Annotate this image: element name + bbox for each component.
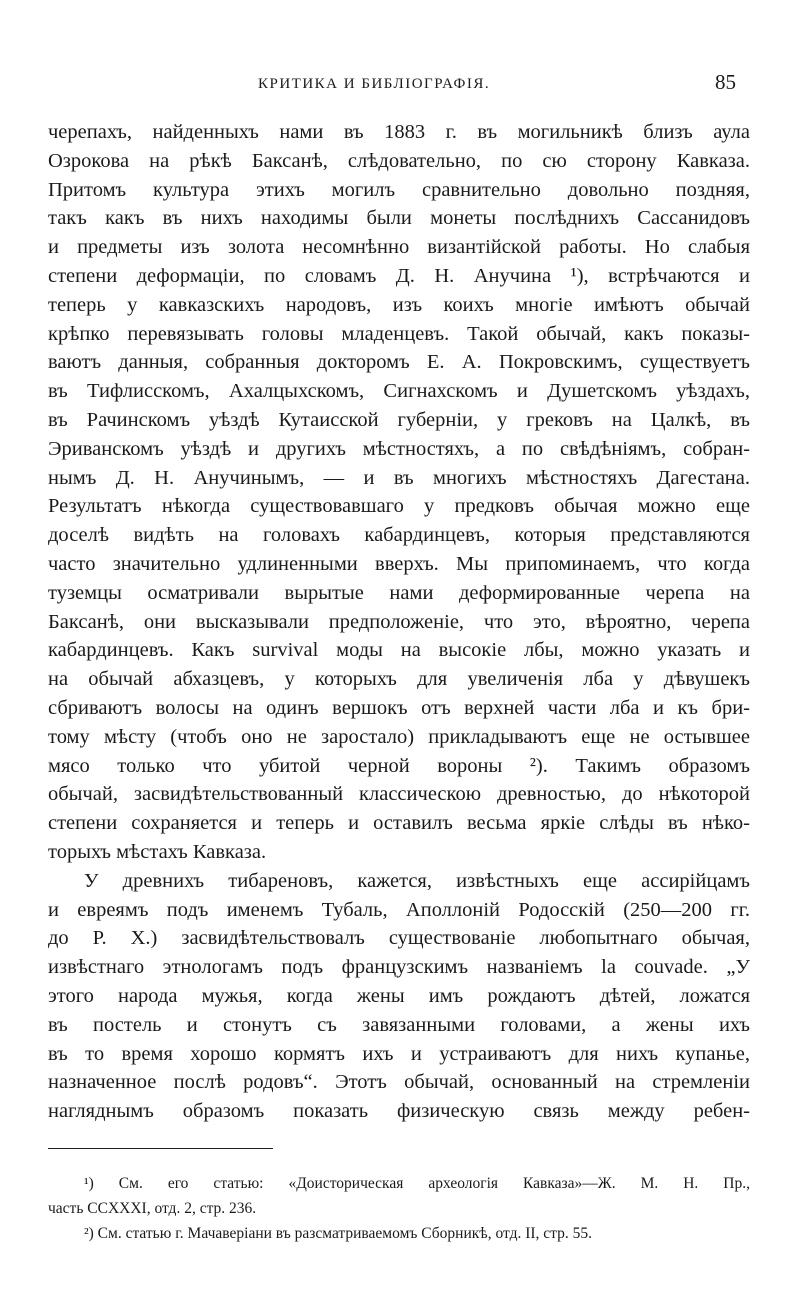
text-line: крѣпко перевязывать головы младенцевъ. Такой обычай, какъ показы- bbox=[48, 322, 750, 345]
main-text bbox=[48, 118, 750, 1126]
text-line: и евреямъ подъ именемъ Тубаль, Аполлоній Родосскій (250—200 гг. bbox=[48, 898, 750, 921]
text-line: туземцы осматривали вырытые нами деформированные черепа на bbox=[48, 581, 750, 604]
text-line: до Р. Х.) засвидѣтельствовалъ существованіе любопытнаго обычая, bbox=[48, 927, 750, 950]
text-line: кабардинцевъ. Какъ survival моды на высокіе лбы, можно указать и bbox=[48, 639, 750, 662]
footnote-line: ²) См. статью г. Мачаверіани въ разсматриваемомъ Сборникѣ, отд. II, стр. 55. bbox=[84, 1224, 593, 1242]
footnote-line: ¹) См. его статью: «Доисторическая археологія Кавказа»—Ж. М. Н. Пр., bbox=[84, 1174, 750, 1192]
text-line: доселѣ видѣть на головахъ кабардинцевъ, которыя представляются bbox=[48, 524, 750, 547]
text-line: извѣстнаго этнологамъ подъ французскимъ названіемъ la couvade. „У bbox=[48, 956, 750, 979]
text-line: Притомъ культура этихъ могилъ сравнительно довольно поздняя, bbox=[48, 178, 750, 201]
text-line: тому мѣсту (чтобъ оно не заростало) прикладываютъ еще не остывшее bbox=[48, 725, 750, 748]
text-line: на обычай абхазцевъ, у которыхъ для увеличенія лба у дѣвушекъ bbox=[48, 668, 750, 691]
text-line: и предметы изъ золота несомнѣнно византійской работы. Но слабыя bbox=[48, 236, 750, 259]
book-page bbox=[48, 70, 750, 1246]
text-line: часто значительно удлиненными вверхъ. Мы припоминаемъ, что когда bbox=[48, 552, 750, 575]
text-line: Баксанѣ, они высказывали предположеніе, что это, вѣроятно, черепа bbox=[48, 610, 750, 633]
footnote-divider bbox=[48, 1148, 273, 1149]
text-line: въ Тифлисскомъ, Ахалцыхскомъ, Сигнахскомъ и Душетскомъ уѣздахъ, bbox=[48, 380, 750, 403]
text-line: Результатъ нѣкогда существовавшаго у предковъ обычая можно еще bbox=[48, 495, 750, 518]
text-line: сбриваютъ волосы на одинъ вершокъ отъ верхней части лба и къ бри- bbox=[48, 696, 750, 719]
text-line: такъ какъ въ нихъ находимы были монеты послѣднихъ Сассанидовъ bbox=[48, 207, 750, 230]
text-line: черепахъ, найденныхъ нами въ 1883 г. въ могильникѣ близъ аула bbox=[48, 121, 750, 143]
text-line: въ Рачинскомъ уѣздѣ Кутаисской губерніи, у грековъ на Цалкѣ, въ bbox=[48, 408, 750, 431]
text-line: нымъ Д. Н. Анучинымъ, — и въ многихъ мѣстностяхъ Дагестана. bbox=[48, 466, 750, 489]
paragraph-end-line: торыхъ мѣстахъ Кавказа. bbox=[48, 840, 267, 863]
text-line: этого народа мужья, когда жены имъ рождаютъ дѣтей, ложатся bbox=[48, 984, 750, 1007]
running-title: КРИТИКА И БИБЛІОГРАФІЯ. bbox=[258, 76, 491, 92]
text-line: нагляднымъ образомъ показать физическую связь между ребен- bbox=[48, 1100, 750, 1123]
text-line: Озрокова на рѣкѣ Баксанѣ, слѣдовательно, по сю сторону Кавказа. bbox=[48, 149, 750, 172]
text-line: Эриванскомъ уѣздѣ и другихъ мѣстностяхъ, а по свѣдѣніямъ, собран- bbox=[48, 437, 750, 460]
text-line: мясо только что убитой черной вороны ²). Такимъ образомъ bbox=[48, 754, 750, 777]
text-line: теперь у кавказскихъ народовъ, изъ коихъ многіе имѣютъ обычай bbox=[48, 293, 750, 316]
paragraph-start-line: У древнихъ тибареновъ, кажется, извѣстныхъ еще ассирійцамъ bbox=[84, 869, 750, 892]
footnote-line: часть CCXXXI, отд. 2, стр. 236. bbox=[48, 1199, 257, 1217]
text-line: степени сохраняется и теперь и оставилъ весьма яркіе слѣды въ нѣко- bbox=[48, 812, 750, 835]
footnotes bbox=[48, 1171, 750, 1246]
text-line: ваютъ данныя, собранныя докторомъ Е. А. Покровскимъ, существуетъ bbox=[48, 351, 750, 374]
text-line: назначенное послѣ родовъ“. Этотъ обычай, основанный на стремленіи bbox=[48, 1071, 750, 1094]
page-header bbox=[48, 70, 750, 106]
page-number: 85 bbox=[715, 70, 736, 94]
text-line: въ то время хорошо кормятъ ихъ и устраиваютъ для нихъ купанье, bbox=[48, 1042, 750, 1065]
text-line: степени деформаціи, по словамъ Д. Н. Анучина ¹), встрѣчаются и bbox=[48, 264, 750, 287]
text-line: обычай, засвидѣтельствованный классическою древностью, до нѣкоторой bbox=[48, 783, 750, 806]
text-line: въ постель и стонутъ съ завязанными головами, а жены ихъ bbox=[48, 1013, 750, 1036]
